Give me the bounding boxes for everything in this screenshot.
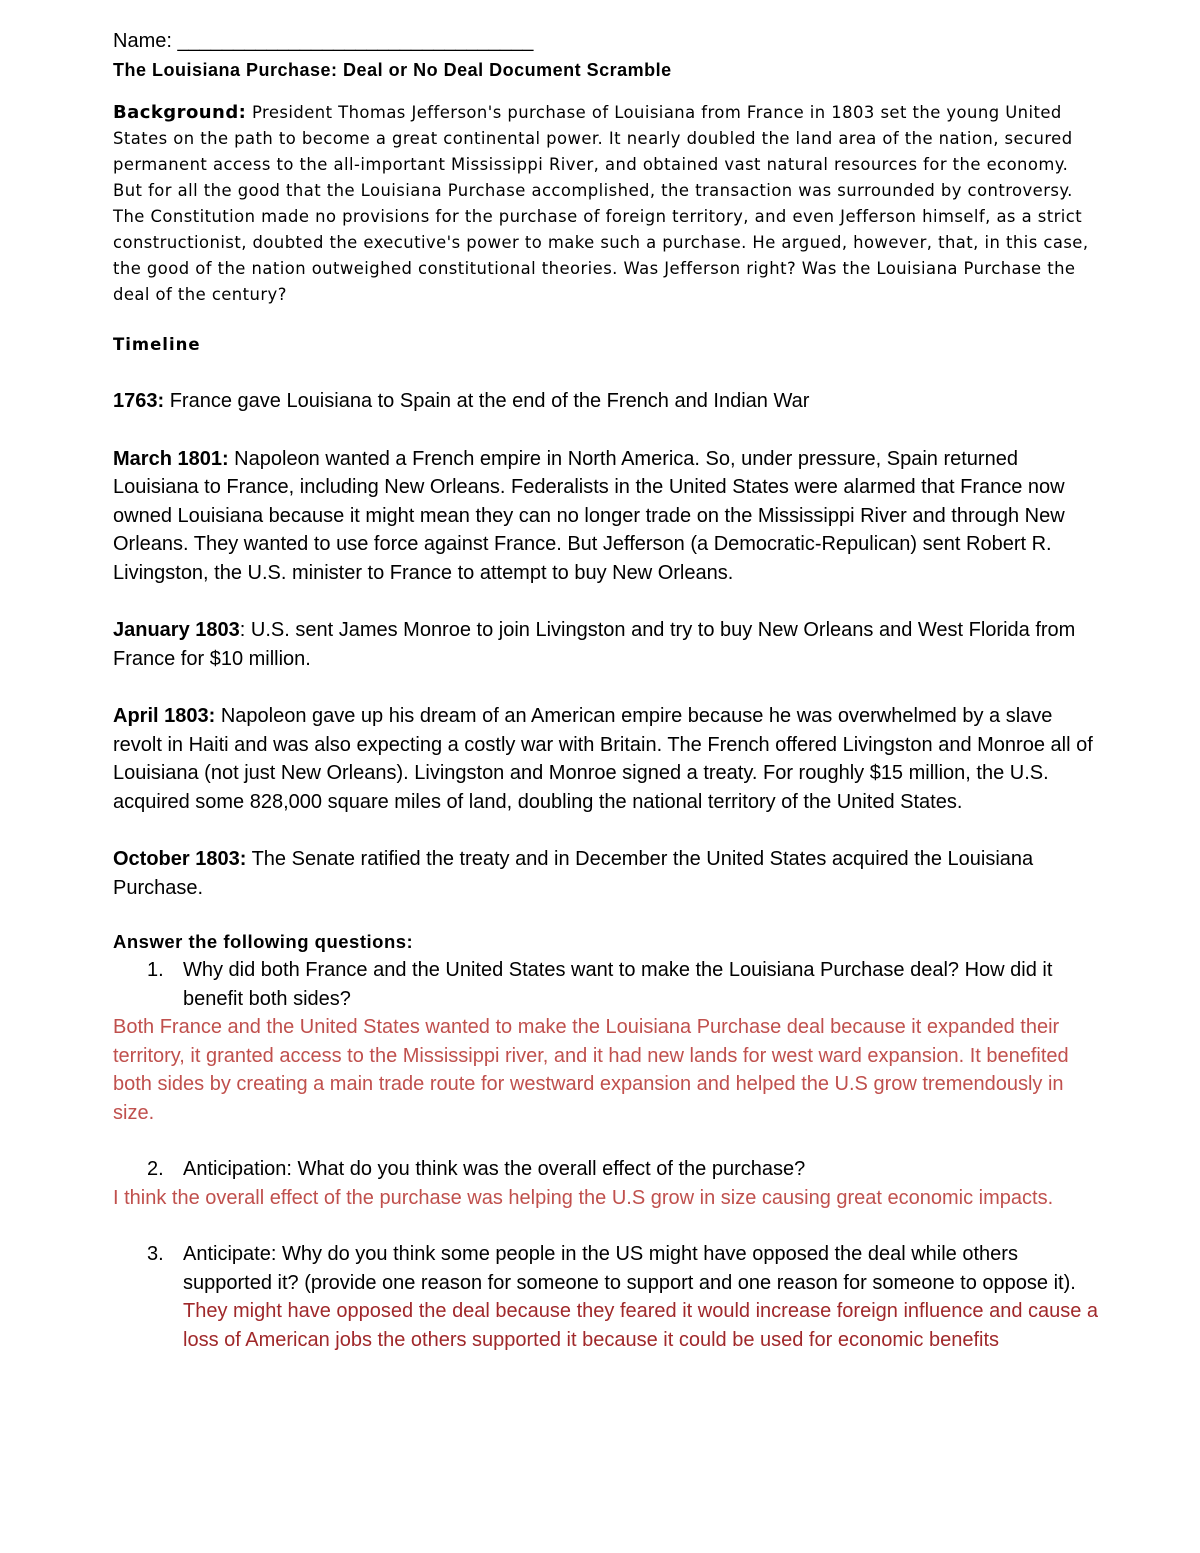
- answer-text: Both France and the United States wanted to make the Louisiana Purchase deal because it expanded their territory, it granted access to the Mississippi river, and it had new lands for west ward expansion. It benefited both sides by creating a main trade route for westward expansion and helped the U.S grow tremendously in size.: [113, 1016, 1069, 1124]
- question-text: Anticipation: What do you think was the overall effect of the purchase?: [183, 1158, 806, 1180]
- timeline-entry: [113, 616, 1100, 673]
- question-item: [113, 1240, 1100, 1297]
- timeline-text: Napoleon wanted a French empire in North America. So, under pressure, Spain returned Louisiana to France, including New Orleans. Federalists in the United States were alarmed that France now owned Louisiana because it might mean they can no longer trade on the Mississippi River and through New Orleans. They wanted to use force against France. But Jefferson (a Democratic-Repulican) sent Robert R. Livingston, the U.S. minister to France to attempt to buy New Orleans.: [113, 447, 1065, 584]
- timeline-date: 1763:: [113, 390, 165, 412]
- answer-text: I think the overall effect of the purchase was helping the U.S grow in size causing great economic impacts.: [113, 1186, 1054, 1209]
- background-text: President Thomas Jefferson's purchase of Louisiana from France in 1803 set the young United States on the path to become a great continental power. It nearly doubled the land area of the nation, secured permanent access to the all-important Mississippi River, and obtained vast natural resources for the economy. But for all the good that the Louisiana Purchase accomplished, the transaction was surrounded by controversy. The Constitution made no provisions for the purchase of foreign territory, and even Jefferson himself, as a strict constructionist, doubted the executive's power to make such a purchase. He argued, however, that, in this case, the good of the nation outweighed constitutional theories. Was Jefferson right? Was the Louisiana Purchase the deal of the century?: [113, 103, 1089, 304]
- timeline-text: : U.S. sent James Monroe to join Livingston and try to buy New Orleans and West Florida from France for $10 million.: [113, 619, 1076, 670]
- question-number: 3.: [147, 1243, 164, 1265]
- question-number: 1.: [147, 959, 164, 981]
- timeline-date: January 1803: [113, 619, 240, 641]
- document-title: The Louisiana Purchase: Deal or No Deal Document Scramble: [113, 60, 672, 80]
- timeline-entry: [113, 845, 1100, 902]
- question-text: Anticipate: Why do you think some people in the US might have opposed the deal while others supported it? (provide one reason for someone to support and one reason for someone to oppose it).: [183, 1243, 1076, 1294]
- question-item: [113, 956, 1100, 1013]
- question-text: Why did both France and the United States want to make the Louisiana Purchase deal? How did it benefit both sides?: [183, 959, 1053, 1010]
- timeline-entry: [113, 702, 1100, 816]
- questions-heading: Answer the following questions:: [113, 931, 414, 952]
- timeline-text: The Senate ratified the treaty and in December the United States acquired the Louisiana Purchase.: [113, 848, 1034, 899]
- background-paragraph: [113, 100, 1100, 308]
- timeline-date: March 1801:: [113, 447, 229, 470]
- timeline-entry: [113, 387, 1100, 416]
- timeline-heading: Timeline: [113, 335, 201, 354]
- timeline-text: France gave Louisiana to Spain at the end of the French and Indian War: [164, 390, 810, 412]
- question-item: [113, 1155, 1100, 1184]
- answer-text: They might have opposed the deal because they feared it would increase foreign influence and cause a loss of American jobs the others supported it because it could be used for economic benefits: [183, 1300, 1099, 1351]
- question-number: 2.: [147, 1158, 164, 1180]
- background-label: Background:: [113, 102, 247, 123]
- timeline-text: Napoleon gave up his dream of an American empire because he was overwhelmed by a slave revolt in Haiti and was also expecting a costly war with Britain. The French offered Livingston and Monroe all of Louisiana (not just New Orleans). Livingston and Monroe signed a treaty. For roughly $15 million, the U.S. acquired some 828,000 square miles of land, doubling the national territory of the United States.: [113, 705, 1093, 813]
- name-line: Name: ________________________________: [113, 30, 534, 52]
- timeline-date: October 1803:: [113, 848, 247, 870]
- timeline-entry: [113, 445, 1100, 588]
- timeline-date: April 1803:: [113, 705, 216, 727]
